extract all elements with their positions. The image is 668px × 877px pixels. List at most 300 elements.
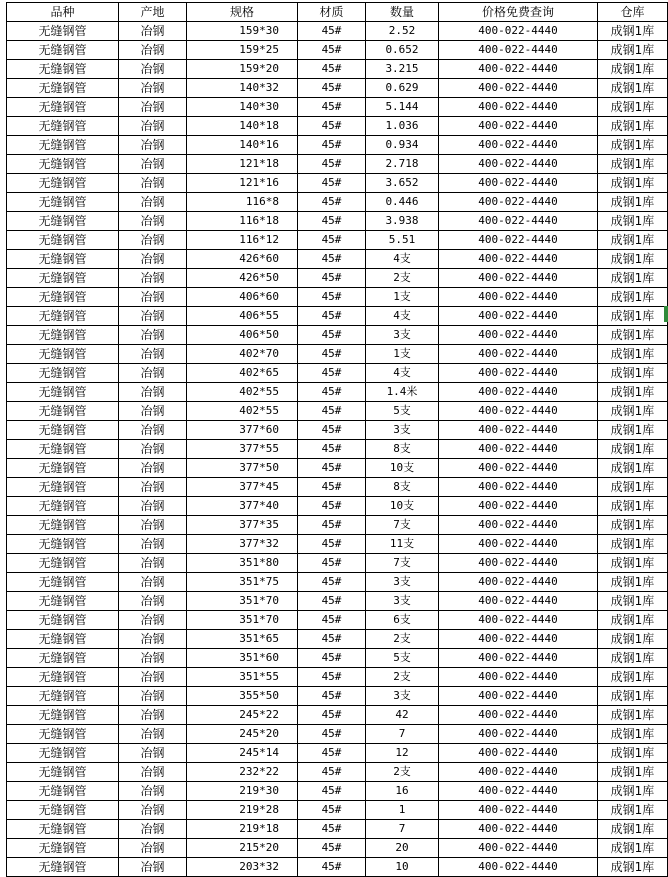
cell-material[interactable]: 45# <box>298 345 366 364</box>
cell-warehouse[interactable]: 成钢1库 <box>598 22 668 41</box>
cell-warehouse[interactable]: 成钢1库 <box>598 687 668 706</box>
cell-material[interactable]: 45# <box>298 440 366 459</box>
cell-quantity[interactable]: 20 <box>366 839 439 858</box>
cell-quantity[interactable]: 1支 <box>366 345 439 364</box>
cell-warehouse[interactable]: 成钢1库 <box>598 117 668 136</box>
cell-spec[interactable]: 377*55 <box>187 440 298 459</box>
cell-origin[interactable]: 冶钢 <box>119 155 187 174</box>
cell-product[interactable]: 无缝钢管 <box>7 79 119 98</box>
cell-origin[interactable]: 冶钢 <box>119 60 187 79</box>
cell-warehouse[interactable]: 成钢1库 <box>598 668 668 687</box>
cell-product[interactable]: 无缝钢管 <box>7 858 119 877</box>
cell-product[interactable]: 无缝钢管 <box>7 250 119 269</box>
cell-spec[interactable]: 351*70 <box>187 611 298 630</box>
cell-material[interactable]: 45# <box>298 763 366 782</box>
cell-price[interactable]: 400-022-4440 <box>439 98 598 117</box>
cell-origin[interactable]: 冶钢 <box>119 440 187 459</box>
cell-product[interactable]: 无缝钢管 <box>7 402 119 421</box>
cell-price[interactable]: 400-022-4440 <box>439 345 598 364</box>
cell-material[interactable]: 45# <box>298 535 366 554</box>
cell-price[interactable]: 400-022-4440 <box>439 573 598 592</box>
cell-product[interactable]: 无缝钢管 <box>7 193 119 212</box>
cell-warehouse[interactable]: 成钢1库 <box>598 839 668 858</box>
cell-quantity[interactable]: 5.144 <box>366 98 439 117</box>
cell-spec[interactable]: 219*28 <box>187 801 298 820</box>
cell-quantity[interactable]: 3支 <box>366 592 439 611</box>
cell-price[interactable]: 400-022-4440 <box>439 858 598 877</box>
cell-material[interactable]: 45# <box>298 22 366 41</box>
cell-origin[interactable]: 冶钢 <box>119 269 187 288</box>
cell-spec[interactable]: 140*18 <box>187 117 298 136</box>
cell-quantity[interactable]: 7支 <box>366 516 439 535</box>
cell-price[interactable]: 400-022-4440 <box>439 155 598 174</box>
cell-product[interactable]: 无缝钢管 <box>7 60 119 79</box>
cell-price[interactable]: 400-022-4440 <box>439 212 598 231</box>
cell-quantity[interactable]: 7支 <box>366 554 439 573</box>
cell-warehouse[interactable]: 成钢1库 <box>598 250 668 269</box>
cell-warehouse[interactable]: 成钢1库 <box>598 478 668 497</box>
cell-price[interactable]: 400-022-4440 <box>439 307 598 326</box>
cell-spec[interactable]: 159*30 <box>187 22 298 41</box>
cell-product[interactable]: 无缝钢管 <box>7 364 119 383</box>
cell-spec[interactable]: 140*32 <box>187 79 298 98</box>
cell-price[interactable]: 400-022-4440 <box>439 744 598 763</box>
cell-product[interactable]: 无缝钢管 <box>7 687 119 706</box>
cell-spec[interactable]: 377*50 <box>187 459 298 478</box>
cell-origin[interactable]: 冶钢 <box>119 687 187 706</box>
cell-spec[interactable]: 219*18 <box>187 820 298 839</box>
cell-origin[interactable]: 冶钢 <box>119 839 187 858</box>
cell-material[interactable]: 45# <box>298 668 366 687</box>
cell-quantity[interactable]: 2支 <box>366 668 439 687</box>
cell-price[interactable]: 400-022-4440 <box>439 364 598 383</box>
cell-quantity[interactable]: 12 <box>366 744 439 763</box>
cell-spec[interactable]: 426*50 <box>187 269 298 288</box>
cell-product[interactable]: 无缝钢管 <box>7 288 119 307</box>
cell-material[interactable]: 45# <box>298 839 366 858</box>
cell-material[interactable]: 45# <box>298 782 366 801</box>
cell-product[interactable]: 无缝钢管 <box>7 725 119 744</box>
cell-warehouse[interactable]: 成钢1库 <box>598 782 668 801</box>
cell-material[interactable]: 45# <box>298 630 366 649</box>
cell-origin[interactable]: 冶钢 <box>119 136 187 155</box>
cell-spec[interactable]: 402*65 <box>187 364 298 383</box>
cell-product[interactable]: 无缝钢管 <box>7 155 119 174</box>
cell-origin[interactable]: 冶钢 <box>119 744 187 763</box>
cell-quantity[interactable]: 7 <box>366 725 439 744</box>
cell-warehouse[interactable]: 成钢1库 <box>598 592 668 611</box>
cell-warehouse[interactable]: 成钢1库 <box>598 421 668 440</box>
cell-warehouse[interactable]: 成钢1库 <box>598 554 668 573</box>
cell-quantity[interactable]: 3.652 <box>366 174 439 193</box>
cell-quantity[interactable]: 0.652 <box>366 41 439 60</box>
cell-warehouse[interactable]: 成钢1库 <box>598 269 668 288</box>
cell-warehouse[interactable]: 成钢1库 <box>598 288 668 307</box>
cell-price[interactable]: 400-022-4440 <box>439 839 598 858</box>
cell-quantity[interactable]: 10 <box>366 858 439 877</box>
cell-material[interactable]: 45# <box>298 649 366 668</box>
cell-product[interactable]: 无缝钢管 <box>7 782 119 801</box>
cell-spec[interactable]: 377*60 <box>187 421 298 440</box>
cell-spec[interactable]: 355*50 <box>187 687 298 706</box>
cell-price[interactable]: 400-022-4440 <box>439 440 598 459</box>
cell-quantity[interactable]: 0.629 <box>366 79 439 98</box>
cell-material[interactable]: 45# <box>298 383 366 402</box>
cell-material[interactable]: 45# <box>298 117 366 136</box>
cell-quantity[interactable]: 6支 <box>366 611 439 630</box>
cell-origin[interactable]: 冶钢 <box>119 383 187 402</box>
cell-warehouse[interactable]: 成钢1库 <box>598 174 668 193</box>
cell-spec[interactable]: 116*8 <box>187 193 298 212</box>
cell-origin[interactable]: 冶钢 <box>119 573 187 592</box>
cell-product[interactable]: 无缝钢管 <box>7 136 119 155</box>
cell-price[interactable]: 400-022-4440 <box>439 326 598 345</box>
cell-quantity[interactable]: 3支 <box>366 573 439 592</box>
cell-origin[interactable]: 冶钢 <box>119 117 187 136</box>
cell-quantity[interactable]: 1.4米 <box>366 383 439 402</box>
cell-spec[interactable]: 377*45 <box>187 478 298 497</box>
cell-quantity[interactable]: 5.51 <box>366 231 439 250</box>
cell-spec[interactable]: 215*20 <box>187 839 298 858</box>
cell-spec[interactable]: 140*16 <box>187 136 298 155</box>
cell-price[interactable]: 400-022-4440 <box>439 820 598 839</box>
cell-spec[interactable]: 121*16 <box>187 174 298 193</box>
cell-product[interactable]: 无缝钢管 <box>7 763 119 782</box>
cell-product[interactable]: 无缝钢管 <box>7 421 119 440</box>
cell-material[interactable]: 45# <box>298 820 366 839</box>
cell-origin[interactable]: 冶钢 <box>119 668 187 687</box>
cell-price[interactable]: 400-022-4440 <box>439 60 598 79</box>
cell-price[interactable]: 400-022-4440 <box>439 611 598 630</box>
cell-material[interactable]: 45# <box>298 801 366 820</box>
cell-product[interactable]: 无缝钢管 <box>7 307 119 326</box>
cell-price[interactable]: 400-022-4440 <box>439 231 598 250</box>
cell-product[interactable]: 无缝钢管 <box>7 22 119 41</box>
cell-product[interactable]: 无缝钢管 <box>7 668 119 687</box>
cell-material[interactable]: 45# <box>298 725 366 744</box>
cell-price[interactable]: 400-022-4440 <box>439 79 598 98</box>
cell-origin[interactable]: 冶钢 <box>119 649 187 668</box>
cell-price[interactable]: 400-022-4440 <box>439 592 598 611</box>
cell-material[interactable]: 45# <box>298 706 366 725</box>
cell-spec[interactable]: 245*22 <box>187 706 298 725</box>
cell-material[interactable]: 45# <box>298 573 366 592</box>
cell-spec[interactable]: 121*18 <box>187 155 298 174</box>
cell-spec[interactable]: 219*30 <box>187 782 298 801</box>
cell-price[interactable]: 400-022-4440 <box>439 554 598 573</box>
cell-warehouse[interactable]: 成钢1库 <box>598 573 668 592</box>
cell-warehouse[interactable]: 成钢1库 <box>598 193 668 212</box>
cell-spec[interactable]: 426*60 <box>187 250 298 269</box>
cell-material[interactable]: 45# <box>298 687 366 706</box>
cell-origin[interactable]: 冶钢 <box>119 174 187 193</box>
cell-product[interactable]: 无缝钢管 <box>7 440 119 459</box>
cell-material[interactable]: 45# <box>298 459 366 478</box>
cell-origin[interactable]: 冶钢 <box>119 630 187 649</box>
cell-material[interactable]: 45# <box>298 269 366 288</box>
cell-warehouse[interactable]: 成钢1库 <box>598 402 668 421</box>
cell-product[interactable]: 无缝钢管 <box>7 592 119 611</box>
cell-warehouse[interactable]: 成钢1库 <box>598 345 668 364</box>
cell-origin[interactable]: 冶钢 <box>119 478 187 497</box>
cell-price[interactable]: 400-022-4440 <box>439 725 598 744</box>
cell-material[interactable]: 45# <box>298 212 366 231</box>
cell-warehouse[interactable]: 成钢1库 <box>598 364 668 383</box>
cell-warehouse[interactable]: 成钢1库 <box>598 60 668 79</box>
cell-product[interactable]: 无缝钢管 <box>7 839 119 858</box>
cell-warehouse[interactable]: 成钢1库 <box>598 725 668 744</box>
cell-warehouse[interactable]: 成钢1库 <box>598 535 668 554</box>
cell-quantity[interactable]: 0.934 <box>366 136 439 155</box>
cell-product[interactable]: 无缝钢管 <box>7 649 119 668</box>
cell-quantity[interactable]: 2支 <box>366 630 439 649</box>
cell-origin[interactable]: 冶钢 <box>119 706 187 725</box>
cell-quantity[interactable]: 4支 <box>366 364 439 383</box>
cell-material[interactable]: 45# <box>298 611 366 630</box>
cell-price[interactable]: 400-022-4440 <box>439 801 598 820</box>
cell-price[interactable]: 400-022-4440 <box>439 706 598 725</box>
cell-price[interactable]: 400-022-4440 <box>439 136 598 155</box>
cell-origin[interactable]: 冶钢 <box>119 725 187 744</box>
cell-quantity[interactable]: 3支 <box>366 687 439 706</box>
cell-spec[interactable]: 351*80 <box>187 554 298 573</box>
cell-product[interactable]: 无缝钢管 <box>7 535 119 554</box>
cell-product[interactable]: 无缝钢管 <box>7 478 119 497</box>
cell-spec[interactable]: 116*12 <box>187 231 298 250</box>
cell-material[interactable]: 45# <box>298 288 366 307</box>
cell-price[interactable]: 400-022-4440 <box>439 269 598 288</box>
cell-quantity[interactable]: 5支 <box>366 649 439 668</box>
cell-origin[interactable]: 冶钢 <box>119 288 187 307</box>
cell-material[interactable]: 45# <box>298 250 366 269</box>
cell-spec[interactable]: 159*20 <box>187 60 298 79</box>
cell-warehouse[interactable]: 成钢1库 <box>598 79 668 98</box>
cell-quantity[interactable]: 8支 <box>366 478 439 497</box>
cell-material[interactable]: 45# <box>298 364 366 383</box>
cell-quantity[interactable]: 3.215 <box>366 60 439 79</box>
cell-material[interactable]: 45# <box>298 155 366 174</box>
cell-origin[interactable]: 冶钢 <box>119 497 187 516</box>
cell-material[interactable]: 45# <box>298 516 366 535</box>
cell-price[interactable]: 400-022-4440 <box>439 630 598 649</box>
cell-spec[interactable]: 351*70 <box>187 592 298 611</box>
cell-warehouse[interactable]: 成钢1库 <box>598 497 668 516</box>
cell-price[interactable]: 400-022-4440 <box>439 497 598 516</box>
cell-warehouse[interactable]: 成钢1库 <box>598 744 668 763</box>
cell-product[interactable]: 无缝钢管 <box>7 459 119 478</box>
cell-price[interactable]: 400-022-4440 <box>439 383 598 402</box>
cell-product[interactable]: 无缝钢管 <box>7 554 119 573</box>
cell-material[interactable]: 45# <box>298 326 366 345</box>
cell-origin[interactable]: 冶钢 <box>119 364 187 383</box>
cell-warehouse[interactable]: 成钢1库 <box>598 307 668 326</box>
cell-warehouse[interactable]: 成钢1库 <box>598 212 668 231</box>
cell-product[interactable]: 无缝钢管 <box>7 573 119 592</box>
cell-spec[interactable]: 402*55 <box>187 402 298 421</box>
cell-spec[interactable]: 377*35 <box>187 516 298 535</box>
cell-price[interactable]: 400-022-4440 <box>439 117 598 136</box>
cell-price[interactable]: 400-022-4440 <box>439 41 598 60</box>
cell-quantity[interactable]: 7 <box>366 820 439 839</box>
cell-material[interactable]: 45# <box>298 478 366 497</box>
cell-spec[interactable]: 406*50 <box>187 326 298 345</box>
cell-spec[interactable]: 377*40 <box>187 497 298 516</box>
cell-spec[interactable]: 402*70 <box>187 345 298 364</box>
cell-material[interactable]: 45# <box>298 402 366 421</box>
cell-spec[interactable]: 140*30 <box>187 98 298 117</box>
cell-price[interactable]: 400-022-4440 <box>439 687 598 706</box>
cell-material[interactable]: 45# <box>298 193 366 212</box>
cell-quantity[interactable]: 11支 <box>366 535 439 554</box>
cell-material[interactable]: 45# <box>298 79 366 98</box>
cell-product[interactable]: 无缝钢管 <box>7 41 119 60</box>
cell-quantity[interactable]: 2.718 <box>366 155 439 174</box>
cell-origin[interactable]: 冶钢 <box>119 326 187 345</box>
cell-warehouse[interactable]: 成钢1库 <box>598 706 668 725</box>
cell-spec[interactable]: 351*55 <box>187 668 298 687</box>
cell-spec[interactable]: 351*65 <box>187 630 298 649</box>
cell-warehouse[interactable]: 成钢1库 <box>598 155 668 174</box>
cell-origin[interactable]: 冶钢 <box>119 535 187 554</box>
cell-spec[interactable]: 116*18 <box>187 212 298 231</box>
cell-price[interactable]: 400-022-4440 <box>439 535 598 554</box>
cell-quantity[interactable]: 3支 <box>366 326 439 345</box>
cell-quantity[interactable]: 3支 <box>366 421 439 440</box>
cell-origin[interactable]: 冶钢 <box>119 98 187 117</box>
cell-warehouse[interactable]: 成钢1库 <box>598 383 668 402</box>
cell-product[interactable]: 无缝钢管 <box>7 117 119 136</box>
cell-quantity[interactable]: 1支 <box>366 288 439 307</box>
cell-material[interactable]: 45# <box>298 307 366 326</box>
cell-origin[interactable]: 冶钢 <box>119 858 187 877</box>
cell-price[interactable]: 400-022-4440 <box>439 649 598 668</box>
cell-origin[interactable]: 冶钢 <box>119 307 187 326</box>
cell-warehouse[interactable]: 成钢1库 <box>598 136 668 155</box>
cell-warehouse[interactable]: 成钢1库 <box>598 459 668 478</box>
cell-warehouse[interactable]: 成钢1库 <box>598 820 668 839</box>
cell-origin[interactable]: 冶钢 <box>119 554 187 573</box>
cell-price[interactable]: 400-022-4440 <box>439 763 598 782</box>
cell-warehouse[interactable]: 成钢1库 <box>598 801 668 820</box>
cell-spec[interactable]: 406*55 <box>187 307 298 326</box>
cell-product[interactable]: 无缝钢管 <box>7 326 119 345</box>
cell-price[interactable]: 400-022-4440 <box>439 478 598 497</box>
cell-price[interactable]: 400-022-4440 <box>439 459 598 478</box>
cell-origin[interactable]: 冶钢 <box>119 345 187 364</box>
cell-product[interactable]: 无缝钢管 <box>7 801 119 820</box>
cell-price[interactable]: 400-022-4440 <box>439 516 598 535</box>
cell-quantity[interactable]: 4支 <box>366 250 439 269</box>
cell-product[interactable]: 无缝钢管 <box>7 611 119 630</box>
cell-origin[interactable]: 冶钢 <box>119 801 187 820</box>
cell-spec[interactable]: 245*14 <box>187 744 298 763</box>
cell-product[interactable]: 无缝钢管 <box>7 630 119 649</box>
cell-warehouse[interactable]: 成钢1库 <box>598 858 668 877</box>
cell-warehouse[interactable]: 成钢1库 <box>598 231 668 250</box>
cell-material[interactable]: 45# <box>298 136 366 155</box>
cell-material[interactable]: 45# <box>298 231 366 250</box>
cell-quantity[interactable]: 5支 <box>366 402 439 421</box>
cell-price[interactable]: 400-022-4440 <box>439 193 598 212</box>
cell-quantity[interactable]: 10支 <box>366 497 439 516</box>
cell-material[interactable]: 45# <box>298 744 366 763</box>
cell-warehouse[interactable]: 成钢1库 <box>598 440 668 459</box>
cell-material[interactable]: 45# <box>298 174 366 193</box>
cell-product[interactable]: 无缝钢管 <box>7 497 119 516</box>
cell-origin[interactable]: 冶钢 <box>119 516 187 535</box>
cell-origin[interactable]: 冶钢 <box>119 820 187 839</box>
cell-quantity[interactable]: 4支 <box>366 307 439 326</box>
cell-warehouse[interactable]: 成钢1库 <box>598 98 668 117</box>
cell-spec[interactable]: 159*25 <box>187 41 298 60</box>
cell-product[interactable]: 无缝钢管 <box>7 820 119 839</box>
cell-price[interactable]: 400-022-4440 <box>439 174 598 193</box>
cell-product[interactable]: 无缝钢管 <box>7 174 119 193</box>
cell-price[interactable]: 400-022-4440 <box>439 288 598 307</box>
cell-material[interactable]: 45# <box>298 421 366 440</box>
cell-quantity[interactable]: 2.52 <box>366 22 439 41</box>
cell-quantity[interactable]: 42 <box>366 706 439 725</box>
cell-price[interactable]: 400-022-4440 <box>439 22 598 41</box>
cell-warehouse[interactable]: 成钢1库 <box>598 630 668 649</box>
cell-warehouse[interactable]: 成钢1库 <box>598 649 668 668</box>
cell-quantity[interactable]: 2支 <box>366 763 439 782</box>
cell-material[interactable]: 45# <box>298 60 366 79</box>
cell-price[interactable]: 400-022-4440 <box>439 402 598 421</box>
cell-price[interactable]: 400-022-4440 <box>439 421 598 440</box>
cell-product[interactable]: 无缝钢管 <box>7 98 119 117</box>
cell-spec[interactable]: 203*32 <box>187 858 298 877</box>
cell-quantity[interactable]: 3.938 <box>366 212 439 231</box>
cell-material[interactable]: 45# <box>298 497 366 516</box>
cell-origin[interactable]: 冶钢 <box>119 611 187 630</box>
cell-spec[interactable]: 351*60 <box>187 649 298 668</box>
cell-quantity[interactable]: 16 <box>366 782 439 801</box>
cell-product[interactable]: 无缝钢管 <box>7 269 119 288</box>
cell-origin[interactable]: 冶钢 <box>119 41 187 60</box>
cell-price[interactable]: 400-022-4440 <box>439 668 598 687</box>
cell-product[interactable]: 无缝钢管 <box>7 383 119 402</box>
cell-quantity[interactable]: 2支 <box>366 269 439 288</box>
cell-price[interactable]: 400-022-4440 <box>439 782 598 801</box>
cell-product[interactable]: 无缝钢管 <box>7 345 119 364</box>
cell-material[interactable]: 45# <box>298 858 366 877</box>
cell-spec[interactable]: 377*32 <box>187 535 298 554</box>
cell-spec[interactable]: 406*60 <box>187 288 298 307</box>
cell-warehouse[interactable]: 成钢1库 <box>598 516 668 535</box>
cell-origin[interactable]: 冶钢 <box>119 193 187 212</box>
cell-origin[interactable]: 冶钢 <box>119 763 187 782</box>
cell-material[interactable]: 45# <box>298 554 366 573</box>
cell-product[interactable]: 无缝钢管 <box>7 231 119 250</box>
cell-product[interactable]: 无缝钢管 <box>7 706 119 725</box>
cell-origin[interactable]: 冶钢 <box>119 231 187 250</box>
cell-warehouse[interactable]: 成钢1库 <box>598 611 668 630</box>
cell-quantity[interactable]: 1.036 <box>366 117 439 136</box>
cell-product[interactable]: 无缝钢管 <box>7 212 119 231</box>
cell-origin[interactable]: 冶钢 <box>119 79 187 98</box>
cell-material[interactable]: 45# <box>298 592 366 611</box>
cell-spec[interactable]: 245*20 <box>187 725 298 744</box>
cell-quantity[interactable]: 8支 <box>366 440 439 459</box>
cell-origin[interactable]: 冶钢 <box>119 250 187 269</box>
cell-origin[interactable]: 冶钢 <box>119 22 187 41</box>
cell-origin[interactable]: 冶钢 <box>119 782 187 801</box>
cell-quantity[interactable]: 1 <box>366 801 439 820</box>
cell-origin[interactable]: 冶钢 <box>119 402 187 421</box>
cell-price[interactable]: 400-022-4440 <box>439 250 598 269</box>
cell-origin[interactable]: 冶钢 <box>119 421 187 440</box>
